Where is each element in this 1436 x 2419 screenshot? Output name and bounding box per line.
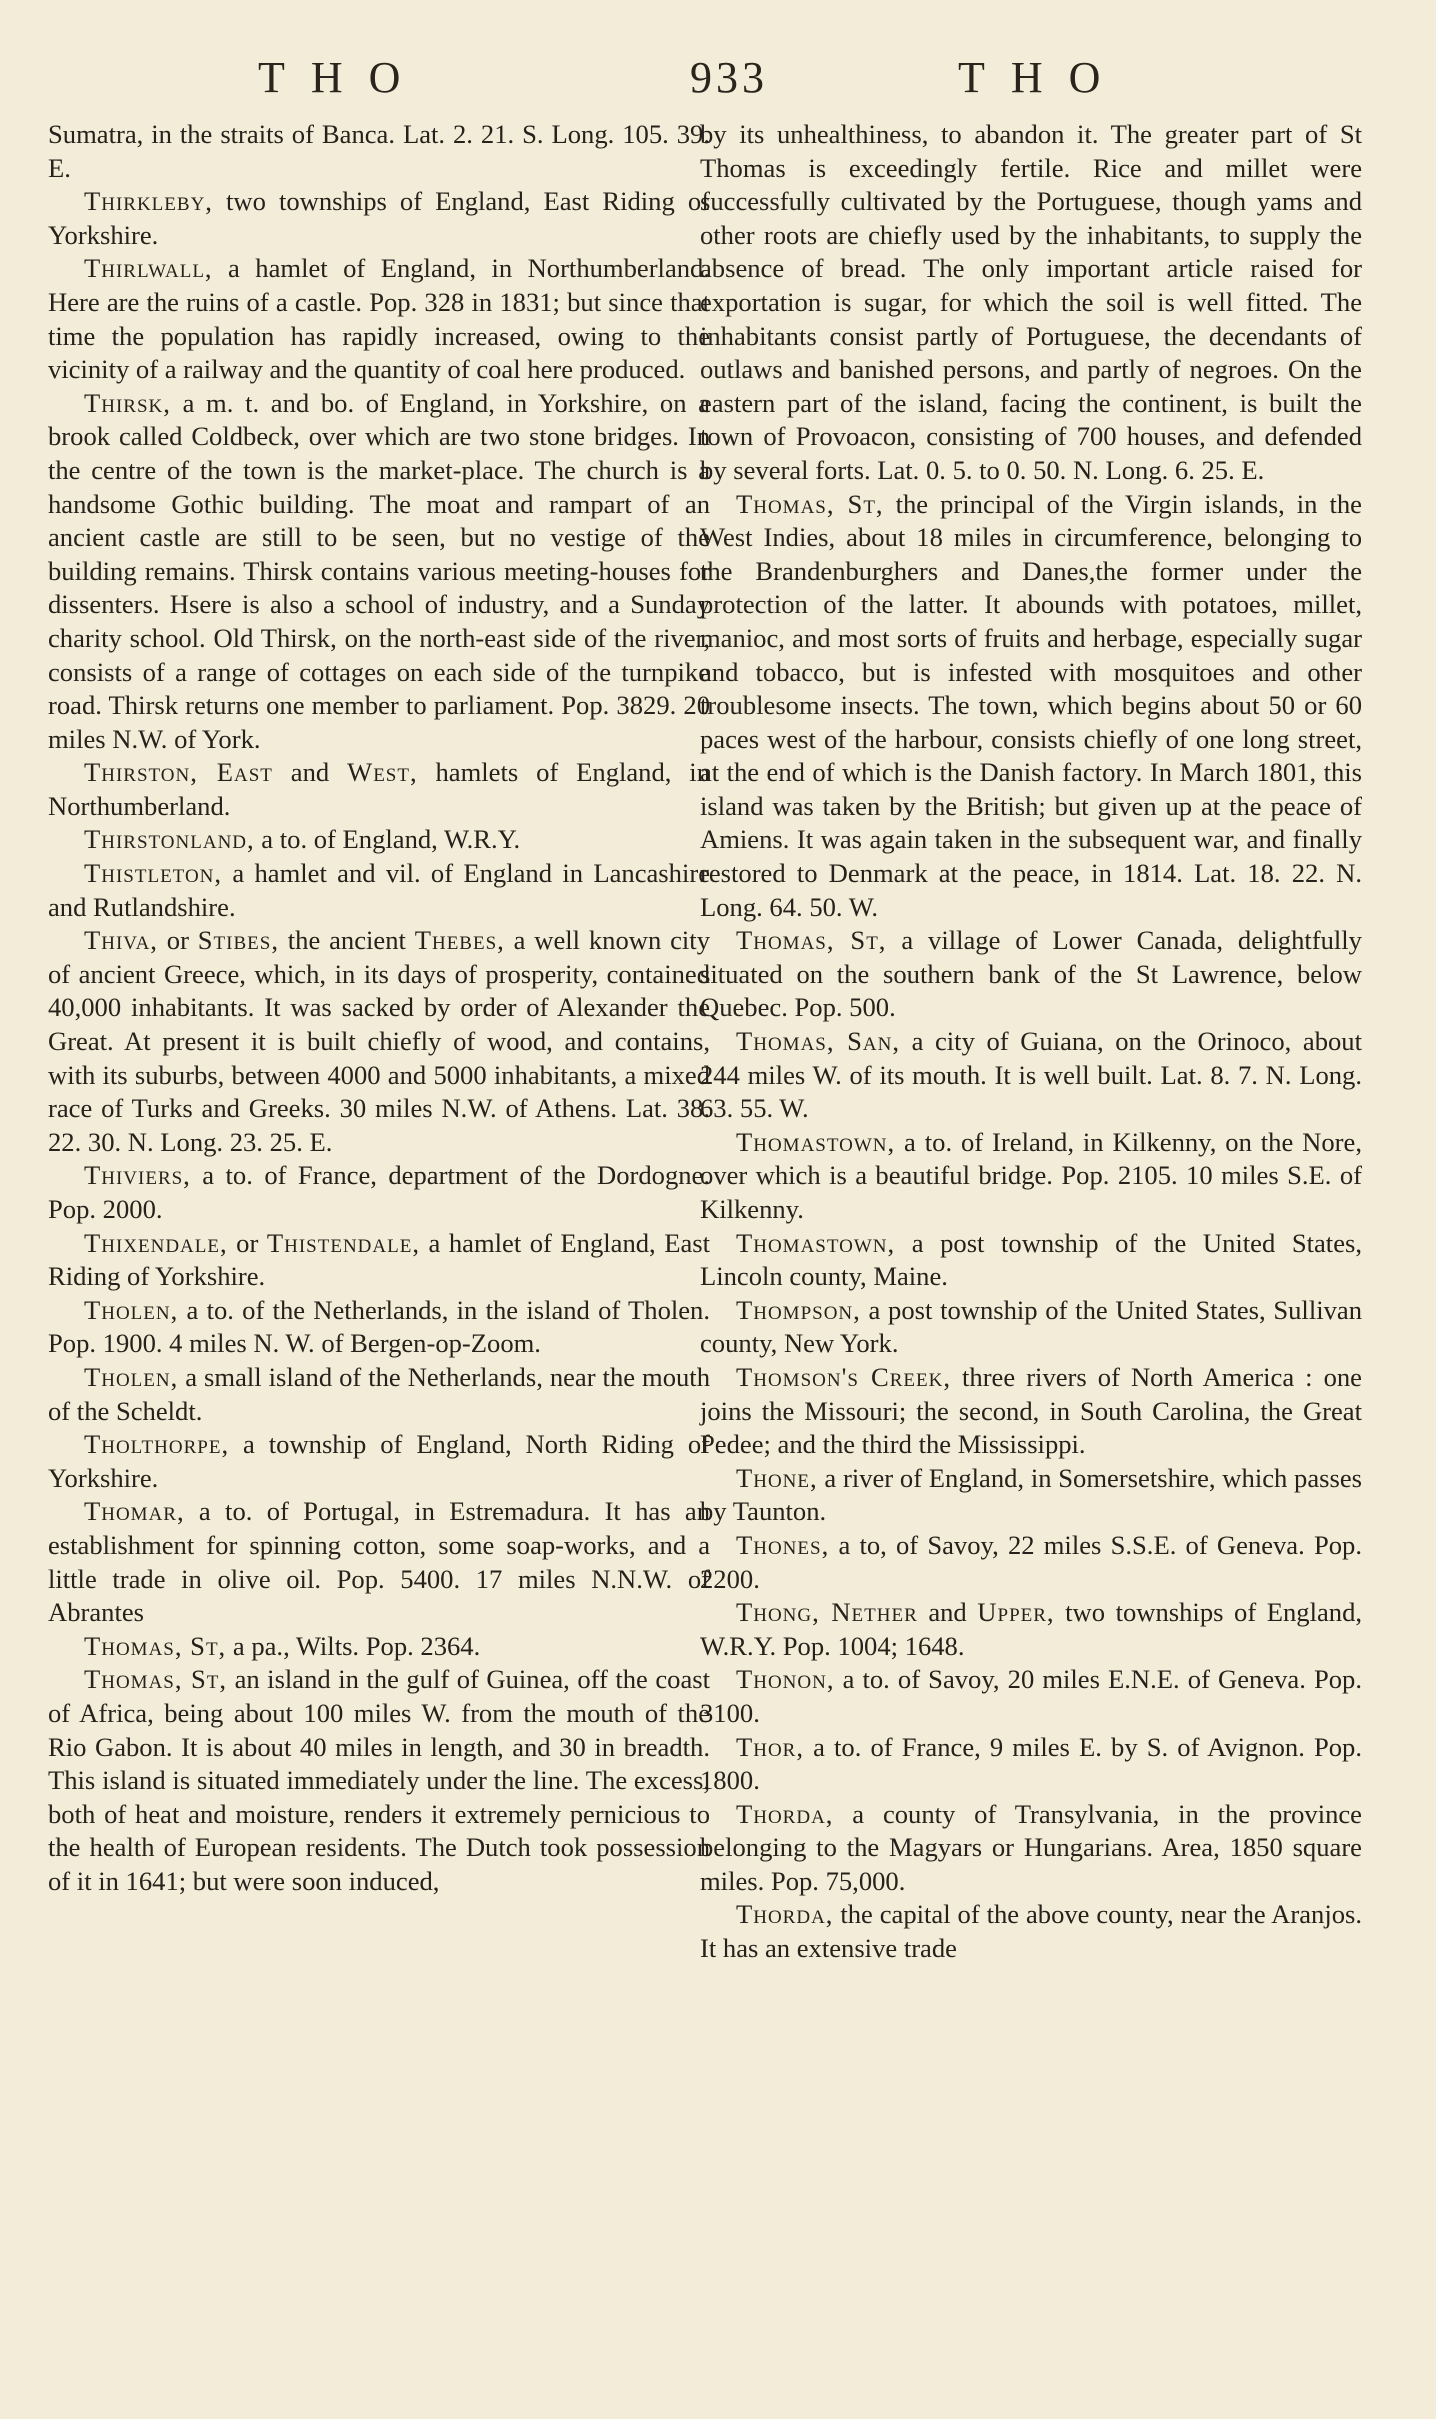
dictionary-entry [48, 1663, 710, 1898]
headword: Thong, Nether [736, 1597, 918, 1628]
dictionary-entry [48, 1428, 710, 1495]
headword: Upper, [977, 1597, 1055, 1628]
dictionary-entry [48, 857, 710, 924]
headword: Thompson, [736, 1294, 861, 1325]
dictionary-entry [48, 924, 710, 1159]
headword: Thiviers, [84, 1160, 191, 1191]
dictionary-entry [700, 1596, 1362, 1663]
headword: Stibes, [197, 925, 279, 956]
entry-text: a to. of Ireland, in Kilkenny, on the Nore, over which is a beautiful bridge. Pop. 2105. 10 miles S.E. of Kilkenny. [700, 1126, 1362, 1224]
dictionary-entry [700, 1361, 1362, 1462]
entry-text: hamlets of England, in Northumberland. [48, 757, 710, 821]
dictionary-entry [48, 1159, 710, 1226]
dictionary-entry [48, 1361, 710, 1428]
headword: Thomar, [84, 1496, 185, 1527]
dictionary-entry [700, 488, 1362, 925]
headword: Thirstonland, [84, 824, 255, 855]
headword: Thixendale, [84, 1227, 228, 1258]
headword: Thistleton, [84, 858, 223, 889]
headword: West, [347, 757, 418, 788]
entry-text: a to. of the Netherlands, in the island of Tholen. Pop. 1900. 4 miles N. W. of Bergen-op-Zoom. [48, 1294, 710, 1359]
dictionary-entry [48, 1227, 710, 1294]
dictionary-entry [48, 185, 710, 252]
headword: Thomson's Creek, [736, 1361, 951, 1392]
dictionary-entry [700, 1025, 1362, 1126]
entry-text: a to. of England, W.R.Y. [254, 824, 521, 855]
entry-text: the ancient [278, 925, 415, 956]
entry-text: a to. of Portugal, in Estremadura. It has an establishment for spinning cotton, some soap-works, and a little trade in olive oil. Pop. 5400. 17 miles N.N.W. of Abrantes [48, 1496, 710, 1628]
header-right-word: THO [958, 53, 1127, 102]
running-header [0, 52, 1436, 112]
entry-text: a to. of Savoy, 20 miles E.N.E. of Geneva. Pop. 3100. [700, 1664, 1362, 1728]
dictionary-entry [48, 756, 710, 823]
entry-text: and [917, 1597, 978, 1628]
dictionary-entry [48, 387, 710, 757]
headword: Thiva, [84, 925, 158, 956]
headword: Thistendale, [266, 1227, 420, 1258]
headword: Thomastown, [736, 1227, 896, 1258]
entry-text: a to. of France, 9 miles E. by S. of Avignon. Pop. 1800. [700, 1731, 1362, 1796]
entry-text: a hamlet of England, East Riding of Yorkshire. [48, 1227, 711, 1292]
headword: Thone, [736, 1462, 818, 1493]
left-column [48, 118, 710, 1898]
dictionary-entry [48, 118, 710, 185]
entry-text: a to. of France, department of the Dordogne. Pop. 2000. [48, 1160, 710, 1224]
dictionary-entry [700, 1529, 1362, 1596]
dictionary-entry [700, 1898, 1362, 1965]
headword: Thomas, St, [736, 925, 887, 956]
headword: Thomas, St, [736, 488, 884, 519]
dictionary-entry [48, 1294, 710, 1361]
dictionary-entry [700, 1798, 1362, 1899]
dictionary-entry [700, 1731, 1362, 1798]
dictionary-entry [48, 252, 710, 386]
entry-text: a city of Guiana, on the Orinoco, about 244 miles W. of its mouth. It is well built. Lat. 8. 7. N. Long. 63. 55. W. [700, 1026, 1362, 1124]
headword: Thomas, San, [736, 1026, 900, 1057]
entry-text: a hamlet of England, in Northumberland. Here are the ruins of a castle. Pop. 328 in 1831; but since that time the population has rapidly increased, owing to the vicinity of a railway and the quantity of coal here produced. [48, 253, 710, 385]
entry-text: a to, of Savoy, 22 miles S.S.E. of Geneva. Pop. 2200. [700, 1529, 1362, 1594]
headword: Tholen, [84, 1361, 179, 1392]
entry-text: a post township of the United States, Sullivan county, New York. [700, 1294, 1362, 1359]
dictionary-entry [700, 118, 1362, 488]
entry-text: a post township of the United States, Lincoln county, Maine. [700, 1227, 1362, 1292]
headword: Thirlwall, [84, 253, 213, 284]
dictionary-entry [48, 823, 710, 857]
entry-text: the principal of the Virgin islands, in the West Indies, about 18 miles in circumference, belonging to the Brandenburghers and Danes,the former under the protection of the latter. It abounds with potatoes, millet, manioc, and most sorts of fruits and herbage, especially sugar and tobacco, but is infested with mosquitoes and other troublesome insects. The town, which begins about 50 or 60 paces west of the harbour, consists chiefly of one long street, at the end of which is the Danish factory. In March 1801, this island was taken by the British; but given up at the peace of Amiens. It was again taken in the subsequent war, and finally restored to Denmark at the peace, in 1814. Lat. 18. 22. N. Long. 64. 50. W. [700, 488, 1362, 922]
headword: Thones, [736, 1529, 830, 1560]
header-left-word: THO [258, 53, 427, 102]
headword: Thomastown, [736, 1126, 896, 1157]
entry-text: two townships of England, W.R.Y. Pop. 1004; 1648. [700, 1597, 1363, 1661]
dictionary-entry [700, 924, 1362, 1025]
headword: Thorda, [736, 1899, 834, 1930]
dictionary-entry [48, 1630, 710, 1664]
entry-text: a county of Transylvania, in the province belonging to the Magyars or Hungarians. Area, 1850 square miles. Pop. 75,000. [700, 1798, 1362, 1896]
headword: Tholthorpe, [84, 1429, 230, 1460]
headword: Thirston, East [84, 757, 273, 788]
headword: Thirsk, [84, 387, 171, 418]
entry-text: a hamlet and vil. of England in Lancashire and Rutlandshire. [48, 858, 710, 922]
entry-text: by its unhealthiness, to abandon it. The greater part of St Thomas is exceedingly fertile. Rice and millet were successfully cultivated by the Portuguese, though yams and other roots are chiefly used by the inhabitants, to supply the absence of bread. The only important article raised for exportation is sugar, for which the soil is well fitted. The inhabitants consist partly of Portuguese, the decendants of outlaws and banished persons, and partly of negroes. On the eastern part of the island, facing the continent, is built the town of Provoacon, consisting of 700 houses, and defended by several forts. Lat. 0. 5. to 0. 50. N. Long. 6. 25. E. [700, 119, 1362, 485]
entry-text: or [157, 925, 198, 956]
headword: Tholen, [84, 1294, 179, 1325]
right-column [700, 118, 1362, 1966]
headword: Thomas, St, [84, 1630, 227, 1661]
entry-text: a well known city of ancient Greece, which, in its days of prosperity, contained 40,000 inhabitants. It was sacked by order of Alexander the Great. At present it is built chiefly of wood, and contains, with its suburbs, between 4000 and 5000 inhabitants, a mixed race of Turks and Greeks. 30 miles N.W. of Athens. Lat. 38. 22. 30. N. Long. 23. 25. E. [48, 925, 710, 1157]
dictionary-entry [700, 1294, 1362, 1361]
entry-text: a township of England, North Riding of Yorkshire. [48, 1429, 710, 1493]
dictionary-entry [700, 1462, 1362, 1529]
headword: Thor, [736, 1731, 805, 1762]
entry-text: a m. t. and bo. of England, in Yorkshire, on a brook called Coldbeck, over which are two stone bridges. In the centre of the town is the market-place. The church is a handsome Gothic building. The moat and rampart of an ancient castle are still to be seen, but no vestige of the building remains. Thirsk contains various meeting-houses for dissenters. Hsere is also a school of industry, and a Sunday charity school. Old Thirsk, on the north-east side of the river, consists of a range of cottages on each side of the turnpike road. Thirsk returns one member to parliament. Pop. 3829. 20 miles N.W. of York. [48, 387, 710, 754]
entry-text: three rivers of North America : one joins the Missouri; the second, in South Carolina, the Great Pedee; and the third the Mississippi. [700, 1361, 1362, 1460]
headword: Thirkleby, [84, 186, 213, 217]
entry-text: two townships of England, East Riding of Yorkshire. [48, 186, 710, 250]
headword: Thebes, [414, 925, 505, 956]
dictionary-entry [48, 1495, 710, 1629]
entry-text: a pa., Wilts. Pop. 2364. [226, 1630, 481, 1661]
entry-text: the capital of the above county, near the Aranjos. It has an extensive trade [700, 1899, 1362, 1964]
page-number: 933 [690, 53, 768, 102]
entry-text: a river of England, in Somersetshire, which passes by Taunton. [700, 1462, 1362, 1527]
headword: Thomas, St, [84, 1664, 228, 1695]
headword: Thonon, [736, 1664, 835, 1695]
entry-text: and [272, 757, 348, 788]
dictionary-entry [700, 1126, 1362, 1227]
entry-text: a small island of the Netherlands, near the mouth of the Scheldt. [48, 1361, 710, 1426]
dictionary-entry [700, 1227, 1362, 1294]
dictionary-entry [700, 1663, 1362, 1730]
headword: Thorda, [736, 1798, 834, 1829]
entry-text: or [227, 1227, 267, 1258]
entry-text: a village of Lower Canada, delightfully situated on the southern bank of the St Lawrence, below Quebec. Pop. 500. [700, 925, 1362, 1023]
entry-text: an island in the gulf of Guinea, off the coast of Africa, being about 100 miles W. from the mouth of the Rio Gabon. It is about 40 miles in length, and 30 in breadth. This island is situated immediately under the line. The excess, both of heat and moisture, renders it extremely pernicious to the health of European residents. The Dutch took possession of it in 1641; but were soon induced, [48, 1664, 710, 1896]
entry-text: Sumatra, in the straits of Banca. Lat. 2. 21. S. Long. 105. 39. E. [48, 119, 710, 183]
